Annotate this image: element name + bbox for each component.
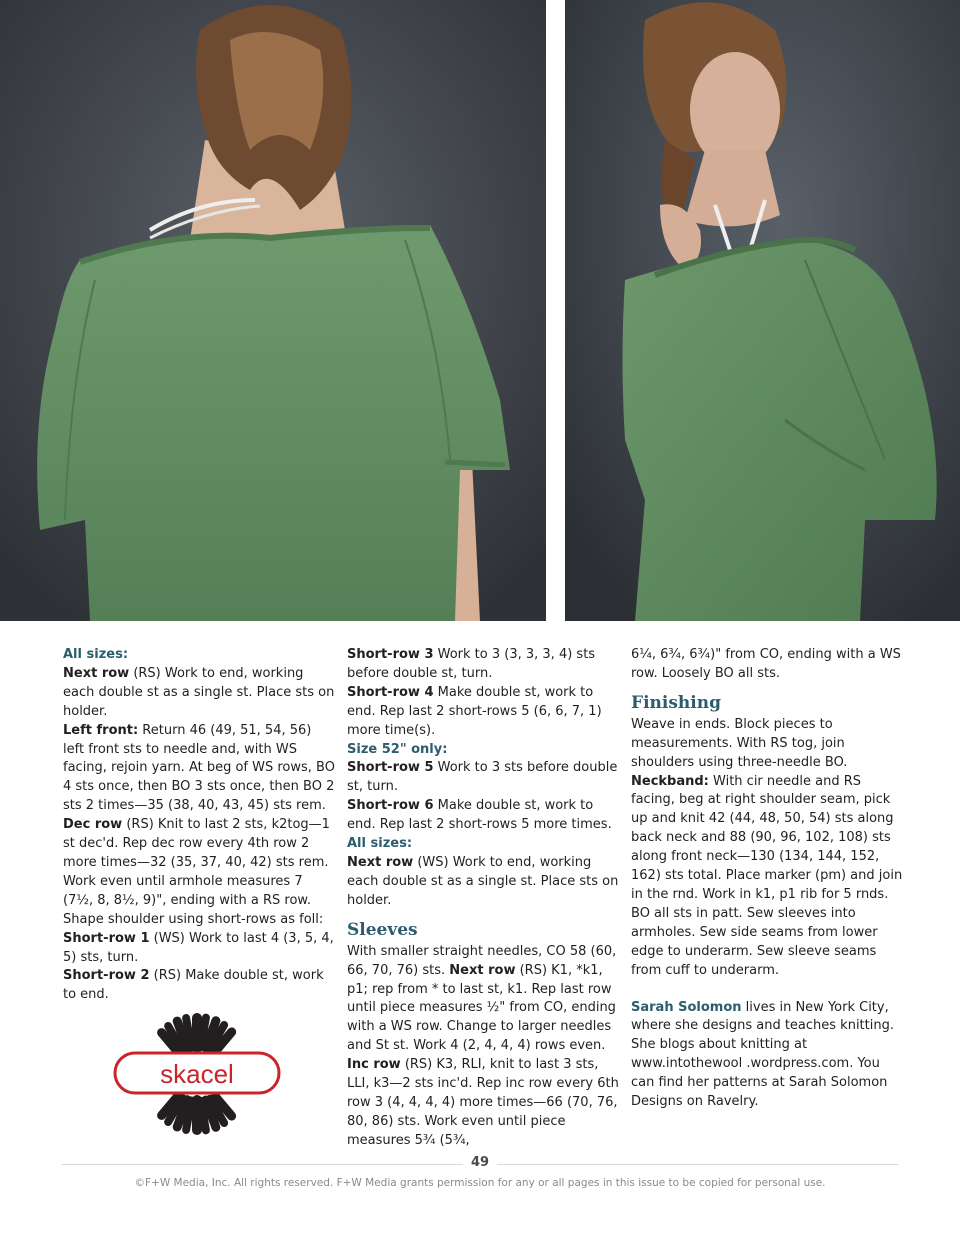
step-label: Short-row 4 xyxy=(347,684,434,700)
step-label: Neckband: xyxy=(631,773,709,789)
photo-sweater-back xyxy=(0,0,546,621)
section-label-all-sizes: All sizes: xyxy=(63,647,129,662)
instruction-sleeves-cont: 6¼, 6¾, 6¾)" from CO, ending with a WS row. Loosely BO all sts. xyxy=(631,647,901,681)
step-text: With smaller straight needles, CO 58 (60, 66, 70, 76) sts. xyxy=(347,943,617,978)
section-label-size-52: Size 52" only: xyxy=(347,741,448,757)
step-text: (RS) K3, RLI, knit to last 3 sts, LLI, k3—2 sts inc'd. Rep inc row every 6th row 3 (4, 4, 4, 4) more times—66 (70, 76, 80, 86) sts. Work even until piece measures 5¾ (5¾, xyxy=(347,1057,619,1148)
step-label: Next row xyxy=(63,665,130,681)
author-bio-text: lives in New York City, where she designs and teaches knitting. She blogs about knitting at www.intothewool .wordpress.com. You can find her patterns at Sarah Solomon Designs on Ravelry. xyxy=(631,999,894,1110)
step-text: Work to 3 (3, 3, 3, 4) sts before double st, turn. xyxy=(347,647,596,681)
step-label: Short-row 5 xyxy=(347,760,434,776)
step-text: Make double st, work to end. Rep last 2 short-rows 5 more times. xyxy=(347,798,612,833)
instruction-short-row-3 xyxy=(347,646,619,684)
step-label: Inc row xyxy=(347,1057,401,1073)
page-number xyxy=(0,1155,960,1170)
logo-text: skacel xyxy=(160,1059,234,1089)
heading-finishing: Finishing xyxy=(631,692,721,713)
page-number-text: 49 xyxy=(463,1155,497,1170)
step-text: (RS) Work to end, working each double st as a single st. Place sts on holder. xyxy=(63,665,335,719)
step-text: (WS) Work to last 4 (3, 5, 4, 5) sts, turn. xyxy=(63,930,334,965)
step-label: Dec row xyxy=(63,817,123,833)
step-text: Weave in ends. Block pieces to measurements. With RS tog, join shoulders using three-needle BO. xyxy=(631,716,848,770)
instruction-short-row-4 xyxy=(347,684,619,741)
instruction-short-row-5 xyxy=(347,759,619,797)
text-column-3 xyxy=(631,646,903,1112)
step-label: Next row xyxy=(449,962,516,978)
author-name: Sarah Solomon xyxy=(631,999,742,1015)
step-text: (RS) Knit to last 2 sts, k2tog—1 st dec'd. Rep dec row every 4th row 2 more times—32 (35, 37, 40, 42) sts rem. Work even until armhole measures 7 (7½, 8, 8½, 9)", ending with a RS row. Shape shoulder using short-rows as foll: xyxy=(63,817,330,927)
instruction-short-row-1 xyxy=(63,930,335,968)
step-label: Short-row 6 xyxy=(347,798,434,814)
step-label: Short-row 1 xyxy=(63,930,150,946)
heading-sleeves: Sleeves xyxy=(347,919,418,940)
instruction-short-row-6 xyxy=(347,797,619,835)
instruction-next-row xyxy=(347,854,619,911)
step-text: With cir needle and RS facing, beg at right shoulder seam, pick up and knit 42 (44, 48, 50, 54) sts along back neck and 88 (90, 96, 102, 108) sts along front neck—130 (134, 144, 152, 162) sts total. Place marker (pm) and join in the rnd. Work in k1, p1 rib for 5 rnds. BO all sts in patt. Sew sleeves into armholes. Sew side seams from lower edge to underarm. Sew sleeve seams from cuff to underarm. xyxy=(631,773,903,978)
section-label-all-sizes: All sizes: xyxy=(347,836,413,852)
instruction-sleeves xyxy=(347,943,619,1151)
copyright-notice: ©F+W Media, Inc. All rights reserved. F+W Media grants permission for any or all pages in this issue to be copied for personal use. xyxy=(134,1177,826,1189)
step-text: Return 46 (49, 51, 54, 56) left front sts to needle and, with WS facing, rejoin yarn. At beg of WS rows, BO 4 sts once, then BO 3 sts once, then BO 2 sts 2 times—35 (38, 40, 43, 45) sts rem. xyxy=(63,722,335,814)
author-bio xyxy=(631,999,903,1112)
step-text: (RS) K1, *k1, p1; rep from * to last st, k1. Rep last row until piece measures ½" from CO, ending with a WS row. Change to larger needles and St st. Work 4 (2, 4, 4, 4) rows even. xyxy=(347,962,616,1054)
text-column-2 xyxy=(347,646,619,1151)
step-label: Next row xyxy=(347,854,414,870)
instruction-left-front xyxy=(63,722,335,930)
step-text: (WS) Work to end, working each double st as a single st. Place sts on holder. xyxy=(347,854,619,908)
step-label: Short-row 2 xyxy=(63,968,150,984)
photo-sweater-front xyxy=(565,0,960,621)
step-text: (RS) Make double st, work to end. xyxy=(63,968,324,1003)
text-column-1 xyxy=(63,646,335,1005)
skacel-logo xyxy=(112,1013,282,1135)
step-label: Left front: xyxy=(63,722,139,738)
step-label: Short-row 3 xyxy=(347,647,434,662)
instruction-finishing xyxy=(631,716,903,981)
step-text: Make double st, work to end. Rep last 2 short-rows 5 (6, 6, 7, 1) more time(s). xyxy=(347,684,602,738)
step-text: Work to 3 sts before double st, turn. xyxy=(347,760,618,795)
instruction-next-row xyxy=(63,665,335,722)
instruction-short-row-2 xyxy=(63,967,335,1005)
